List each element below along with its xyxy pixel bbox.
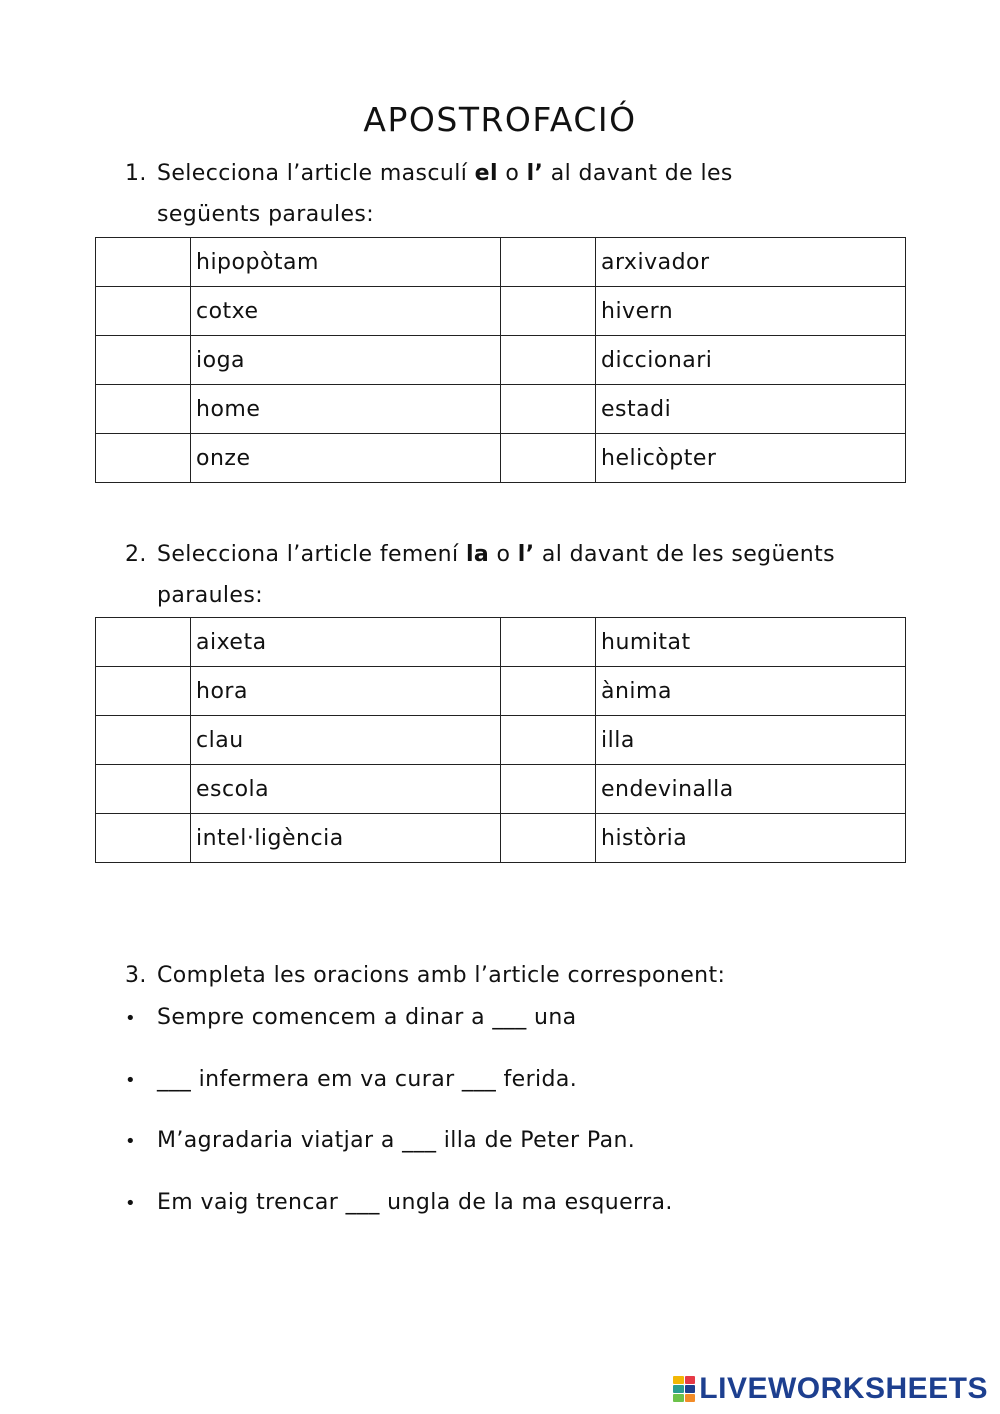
table-row	[96, 716, 906, 765]
table-row	[96, 618, 906, 667]
word-cell: estadi	[596, 385, 906, 434]
article-answer-box[interactable]	[501, 716, 596, 765]
logo-square	[673, 1385, 684, 1393]
sentence-3[interactable]: • M’agradaria viatjar a ___ illa de Peter Pan.	[125, 1128, 636, 1153]
logo-text: LIVEWORKSHEETS	[699, 1372, 988, 1405]
article-answer-box[interactable]	[501, 434, 596, 483]
article-answer-box[interactable]	[501, 667, 596, 716]
article-answer-box[interactable]	[96, 667, 191, 716]
word-cell: home	[191, 385, 501, 434]
question-2-table	[95, 617, 906, 863]
article-answer-box[interactable]	[96, 814, 191, 863]
article-answer-box[interactable]	[501, 618, 596, 667]
logo-square	[685, 1394, 696, 1402]
bullet-icon: •	[125, 1008, 137, 1029]
word-cell: hora	[191, 667, 501, 716]
word-cell: ioga	[191, 336, 501, 385]
logo-square	[673, 1376, 684, 1384]
article-answer-box[interactable]	[501, 814, 596, 863]
question-2-number: 2.	[125, 542, 147, 567]
question-3-prompt: 3. Completa les oracions amb l’article corresponent:	[125, 963, 726, 988]
page-title: APOSTROFACIÓ	[363, 100, 637, 139]
article-answer-box[interactable]	[501, 765, 596, 814]
logo-square	[685, 1385, 696, 1393]
sentence-4[interactable]: • Em vaig trencar ___ ungla de la ma esquerra.	[125, 1190, 673, 1215]
question-3-number: 3.	[125, 963, 147, 988]
question-1-prompt: 1. Selecciona l’article masculí el o l’ al davant de les	[125, 161, 733, 186]
article-answer-box[interactable]	[96, 434, 191, 483]
question-2-prompt-line2: paraules:	[157, 583, 264, 608]
word-cell: illa	[596, 716, 906, 765]
question-1-prompt-line2: següents paraules:	[157, 202, 375, 227]
bullet-icon: •	[125, 1193, 137, 1214]
sentence-2[interactable]: • ___ infermera em va curar ___ ferida.	[125, 1067, 578, 1092]
word-cell: història	[596, 814, 906, 863]
article-answer-box[interactable]	[96, 385, 191, 434]
word-cell: ànima	[596, 667, 906, 716]
word-cell: endevinalla	[596, 765, 906, 814]
table-row	[96, 667, 906, 716]
word-cell: diccionari	[596, 336, 906, 385]
logo-square	[673, 1394, 684, 1402]
sentence-1[interactable]: • Sempre comencem a dinar a ___ una	[125, 1005, 577, 1030]
word-cell: helicòpter	[596, 434, 906, 483]
table-row	[96, 336, 906, 385]
word-cell: clau	[191, 716, 501, 765]
article-answer-box[interactable]	[501, 238, 596, 287]
article-answer-box[interactable]	[96, 618, 191, 667]
table-row	[96, 434, 906, 483]
article-answer-box[interactable]	[501, 385, 596, 434]
word-cell: cotxe	[191, 287, 501, 336]
article-answer-box[interactable]	[96, 238, 191, 287]
word-cell: humitat	[596, 618, 906, 667]
article-answer-box[interactable]	[96, 336, 191, 385]
word-cell: onze	[191, 434, 501, 483]
question-1-number: 1.	[125, 161, 147, 186]
article-answer-box[interactable]	[501, 287, 596, 336]
word-cell: hivern	[596, 287, 906, 336]
word-cell: aixeta	[191, 618, 501, 667]
article-answer-box[interactable]	[96, 287, 191, 336]
liveworksheets-logo	[673, 1372, 988, 1406]
table-row	[96, 287, 906, 336]
logo-mark-icon	[673, 1376, 695, 1402]
word-cell: arxivador	[596, 238, 906, 287]
word-cell: intel·ligència	[191, 814, 501, 863]
table-row	[96, 765, 906, 814]
article-answer-box[interactable]	[96, 716, 191, 765]
table-row	[96, 385, 906, 434]
logo-square	[685, 1376, 696, 1384]
bullet-icon: •	[125, 1131, 137, 1152]
bullet-icon: •	[125, 1070, 137, 1091]
word-cell: hipopòtam	[191, 238, 501, 287]
table-row	[96, 814, 906, 863]
question-1-table	[95, 237, 906, 483]
table-row	[96, 238, 906, 287]
article-answer-box[interactable]	[501, 336, 596, 385]
question-2-prompt: 2. Selecciona l’article femení la o l’ al davant de les següents	[125, 542, 836, 567]
article-answer-box[interactable]	[96, 765, 191, 814]
word-cell: escola	[191, 765, 501, 814]
